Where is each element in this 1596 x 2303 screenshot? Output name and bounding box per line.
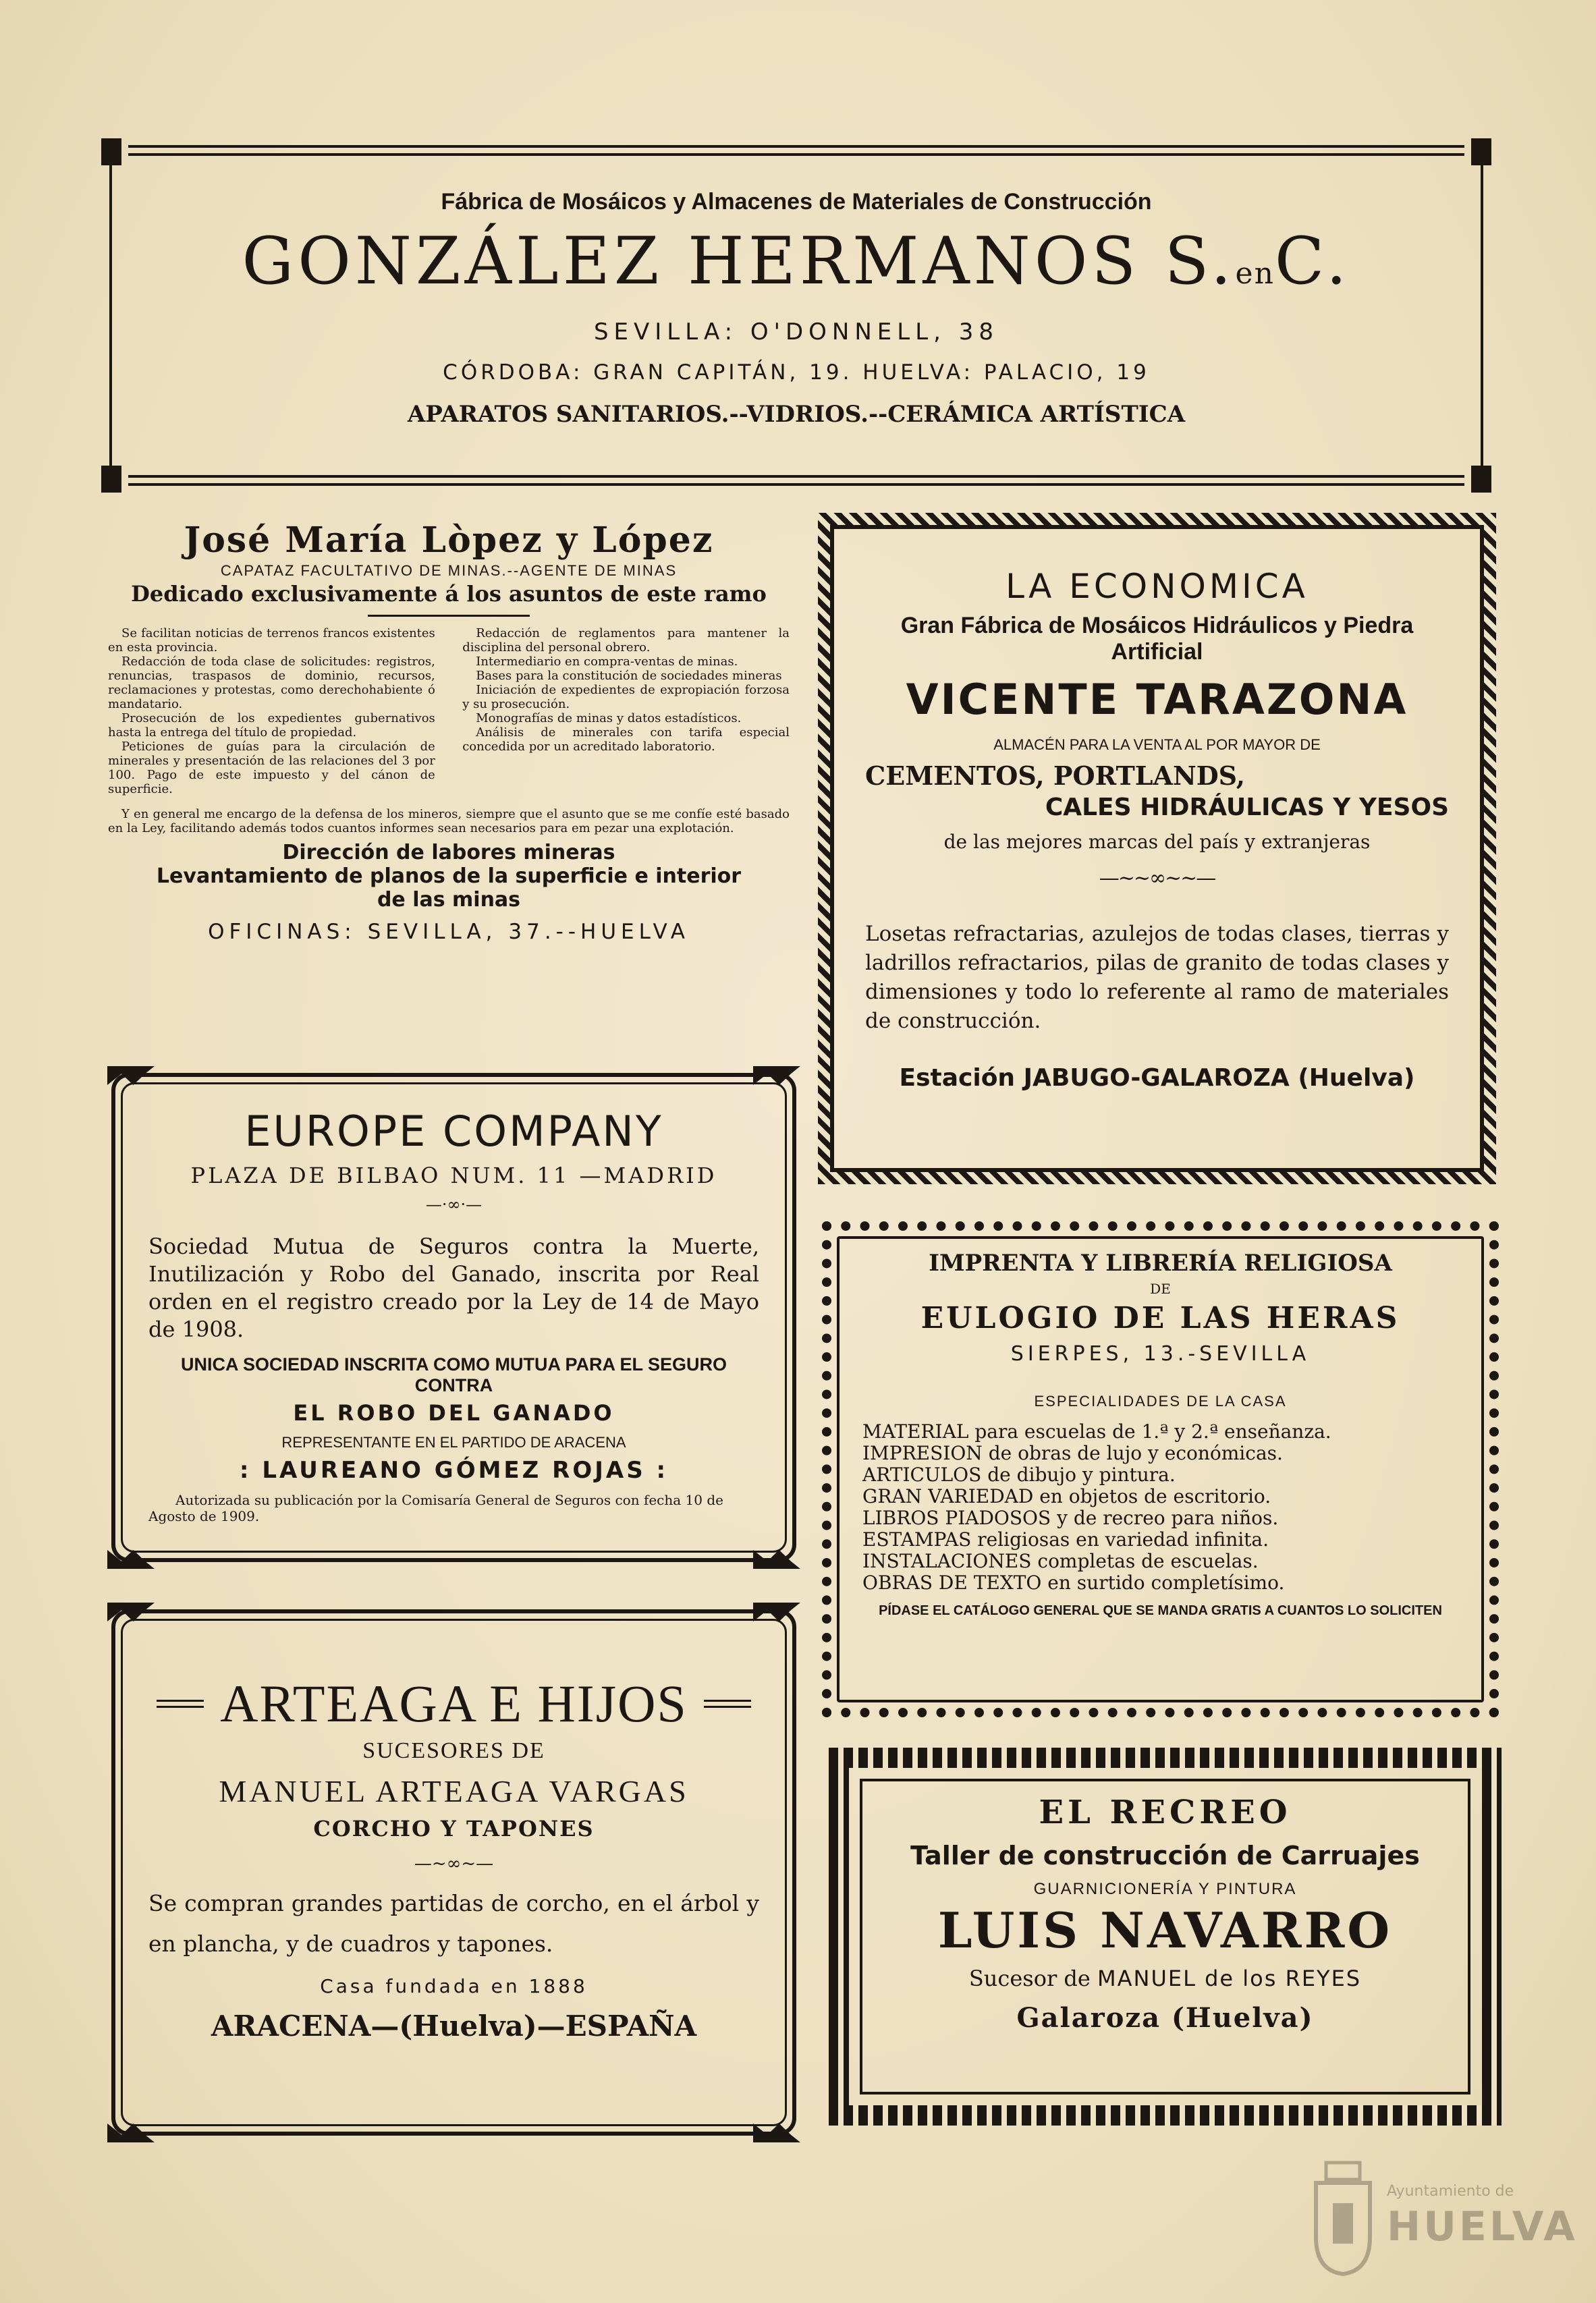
europe-auth: Autorizada su publicación por la Comisaría General de Seguros con fecha 10 de Agosto de 1909. [148,1492,723,1524]
list-item: OBRAS DE TEXTO en surtido completísimo. [862,1572,1285,1594]
ornament-divider: —~∞~— [414,1854,494,1874]
arteaga-predecessor: MANUEL ARTEAGA VARGAS [219,1774,689,1808]
frame-corner [1471,466,1491,493]
recreo-owner: LUIS NAVARRO [937,1902,1393,1959]
lopez-tagline: Dedicado exclusivamente á los asuntos de este ramo [131,581,767,607]
lopez-service: Análisis de minerales con tarifa especial concedida por un acreditado laboratorio. [462,725,790,754]
lopez-service: Peticiones de guías para la circulación de minerales y presentación de las relaciones del 3 por 100. Pago de este impuesto y del cánon de superficie. [108,740,435,796]
heras-catalog: PÍDASE EL CATÁLOGO GENERAL QUE SE MANDA GRATIS A CUANTOS LO SOLICITEN [879,1603,1442,1618]
ornament-divider: —~~∞~~— [1099,866,1215,890]
economica-products-1: CEMENTOS, PORTLANDS, [865,760,1245,791]
gonzalez-name [142,223,1451,308]
list-item: LIBROS PIADOSOS y de recreo para niños. [862,1507,1279,1529]
ornament-divider: —·∞·— [425,1195,483,1214]
ad-europe-company [111,1073,796,1562]
economica-station: Estación JABUGO-GALAROZA (Huelva) [899,1064,1415,1092]
frame-rule [128,483,1464,486]
economica-brands: de las mejores marcas del país y extranjeras [943,831,1371,853]
heras-items [862,1421,1458,1594]
ad-la-economica [818,513,1496,1184]
lopez-service: Bases para la constitución de sociedades mineras [476,669,782,683]
frame-corner [1471,138,1491,165]
gonzalez-products: APARATOS SANITARIOS.--VIDRIOS.--CERÁMICA ARTÍSTICA [407,401,1186,428]
gonzalez-address-1: SEVILLA: O'DONNELL, 38 [593,318,999,345]
gonzalez-name-main: GONZÁLEZ HERMANOS S. [242,223,1236,299]
economica-owner: VICENTE TARAZONA [906,675,1408,724]
arteaga-title: ARTEAGA E HIJOS [220,1674,688,1733]
lopez-service: Intermediario en compra-ventas de minas. [476,655,738,669]
ad-jose-maria-lopez [108,513,790,1053]
lopez-service: Iniciación de expedientes de expropiación forzosa y su prosecución. [462,683,790,711]
list-item: ARTICULOS de dibujo y pintura. [862,1464,1176,1486]
europe-unica: UNICA SOCIEDAD INSCRITA COMO MUTUA PARA EL SEGURO CONTRA [180,1354,727,1395]
arteaga-products: CORCHO Y TAPONES [313,1816,595,1841]
heras-de: DE [1150,1281,1171,1297]
recreo-trade: GUARNICIONERÍA Y PINTURA [1033,1880,1297,1898]
lopez-closing: Y en general me encargo de la defensa de los mineros, siempre que el asunto que se me confíe esté basado en la Ley, facilitando además todos cuantos informes sean necesarios para em pezar una explotación. [108,807,790,835]
economica-products-2: CALES HIDRÁULICAS Y YESOS [1045,794,1449,821]
list-item: GRAN VARIEDAD en objetos de escritorio. [862,1485,1271,1507]
gonzalez-address-2: CÓRDOBA: GRAN CAPITÁN, 19. HUELVA: PALACIO, 19 [443,360,1150,385]
heras-name: EULOGIO DE LAS HERAS [920,1301,1400,1335]
economica-desc: Losetas refractarias, azulejos de todas clases, tierras y ladrillos refractarios, pilas de granito de todas clases y dimensiones y todo lo referente al ramo de materiales de construcción. [865,922,1449,1033]
ad-gonzalez-hermanos [101,138,1491,493]
europe-rep-name: : LAUREANO GÓMEZ ROJAS : [239,1457,669,1484]
frame-rule [109,165,112,466]
list-item: ESTAMPAS religiosas en variedad infinita. [862,1528,1269,1551]
lopez-service: Redacción de toda clase de solicitudes: registros, renuncias, traspasos de dominio, recursos, reclamaciones y protestas, como derechohabiente ó mandatario. [108,655,435,711]
arteaga-sucesores: SUCESORES DE [362,1738,545,1763]
recreo-sucesor [876,1966,1454,1991]
frame-corner [101,138,121,165]
ad-el-recreo [829,1748,1502,2126]
lopez-service: Se facilitan noticias de terrenos francos existentes en esta provincia. [108,626,435,655]
frame-rule [128,475,1464,478]
gonzalez-name-end: C. [1274,223,1351,299]
divider [368,615,530,617]
lopez-service: Monografías de minas y datos estadísticos. [476,711,742,725]
heras-address: SIERPES, 13.-SEVILLA [1010,1342,1311,1366]
watermark-line-1: Ayuntamiento de [1387,2183,1514,2200]
europe-desc: Sociedad Mutua de Seguros contra la Muerte, Inutilización y Robo del Ganado, inscrita por Real orden en el registro creado por la Ley de 14 de Mayo de 1908. [148,1233,759,1342]
europe-title: EUROPE COMPANY [244,1107,663,1156]
recreo-title: EL RECREO [1039,1794,1292,1831]
frame-rule [128,145,1464,148]
frame-corner [101,466,121,493]
economica-almacen: ALMACÉN PARA LA VENTA AL POR MAYOR DE [993,736,1321,753]
recreo-sucesor-name: MANUEL de los REYES [1097,1966,1362,1991]
coat-of-arms-icon [1306,2156,1380,2277]
frame-rule [1481,165,1483,466]
economica-factory: Gran Fábrica de Mosáicos Hidráulicos y Piedra Artificial [900,613,1414,665]
lopez-service: Redacción de reglamentos para mantener la disciplina del personal obrero. [462,626,790,655]
list-item: INSTALACIONES completas de escuelas. [862,1550,1259,1572]
lopez-offices: OFICINAS: SEVILLA, 37.--HUELVA [208,920,690,944]
rule-ornament [157,1700,204,1708]
heras-title: IMPRENTA Y LIBRERÍA RELIGIOSA [929,1250,1392,1277]
economica-title: LA ECONOMICA [1006,567,1309,606]
arteaga-founded: Casa fundada en 1888 [320,1975,588,1997]
lopez-services-1: Dirección de labores mineras [282,841,615,864]
recreo-location: Galaroza (Huelva) [1016,2002,1314,2034]
lopez-subtitle: CAPATAZ FACULTATIVO DE MINAS.--AGENTE DE MINAS [220,562,678,579]
gonzalez-top-line: Fábrica de Mosáicos y Almacenes de Materiales de Construcción [441,189,1152,215]
heras-special: ESPECIALIDADES DE LA CASA [1034,1393,1287,1410]
list-item: IMPRESION de obras de lujo y económicas. [862,1442,1283,1464]
lopez-services-columns [108,626,790,796]
list-item: MATERIAL para escuelas de 1.ª y 2.ª enseñanza. [862,1420,1331,1443]
watermark-line-2: HUELVA [1387,2203,1578,2250]
lopez-column-left [108,626,435,796]
arteaga-location: ARACENA—(Huelva)—ESPAÑA [211,2009,697,2043]
archive-watermark [1306,2156,1578,2291]
europe-rep: REPRESENTANTE EN EL PARTIDO DE ARACENA [281,1434,626,1451]
recreo-desc: Taller de construcción de Carruajes [910,1841,1420,1870]
frame-rule [128,153,1464,156]
lopez-service: Prosecución de los expedientes gubernativos hasta la entrega del título de propiedad. [108,711,435,740]
europe-address: PLAZA DE BILBAO NUM. 11 —MADRID [190,1163,717,1188]
europe-robo: EL ROBO DEL GANADO [293,1400,615,1426]
ad-arteaga-e-hijos [111,1609,796,2136]
arteaga-title-row [148,1673,759,1734]
lopez-name: José María Lòpez y López [184,520,714,561]
gonzalez-name-small: en [1235,256,1275,291]
arteaga-desc: Se compran grandes partidas de corcho, en el árbol y en plancha, y de cuadros y tapones. [148,1890,759,1957]
lopez-services-2: Levantamiento de planos de la superficie e interior [156,864,742,888]
rule-ornament [704,1700,751,1708]
lopez-column-right [462,626,790,796]
recreo-sucesor-label: Sucesor de [968,1966,1091,1991]
lopez-services-3: de las minas [377,888,521,912]
ad-eulogio-de-las-heras [822,1221,1499,1717]
